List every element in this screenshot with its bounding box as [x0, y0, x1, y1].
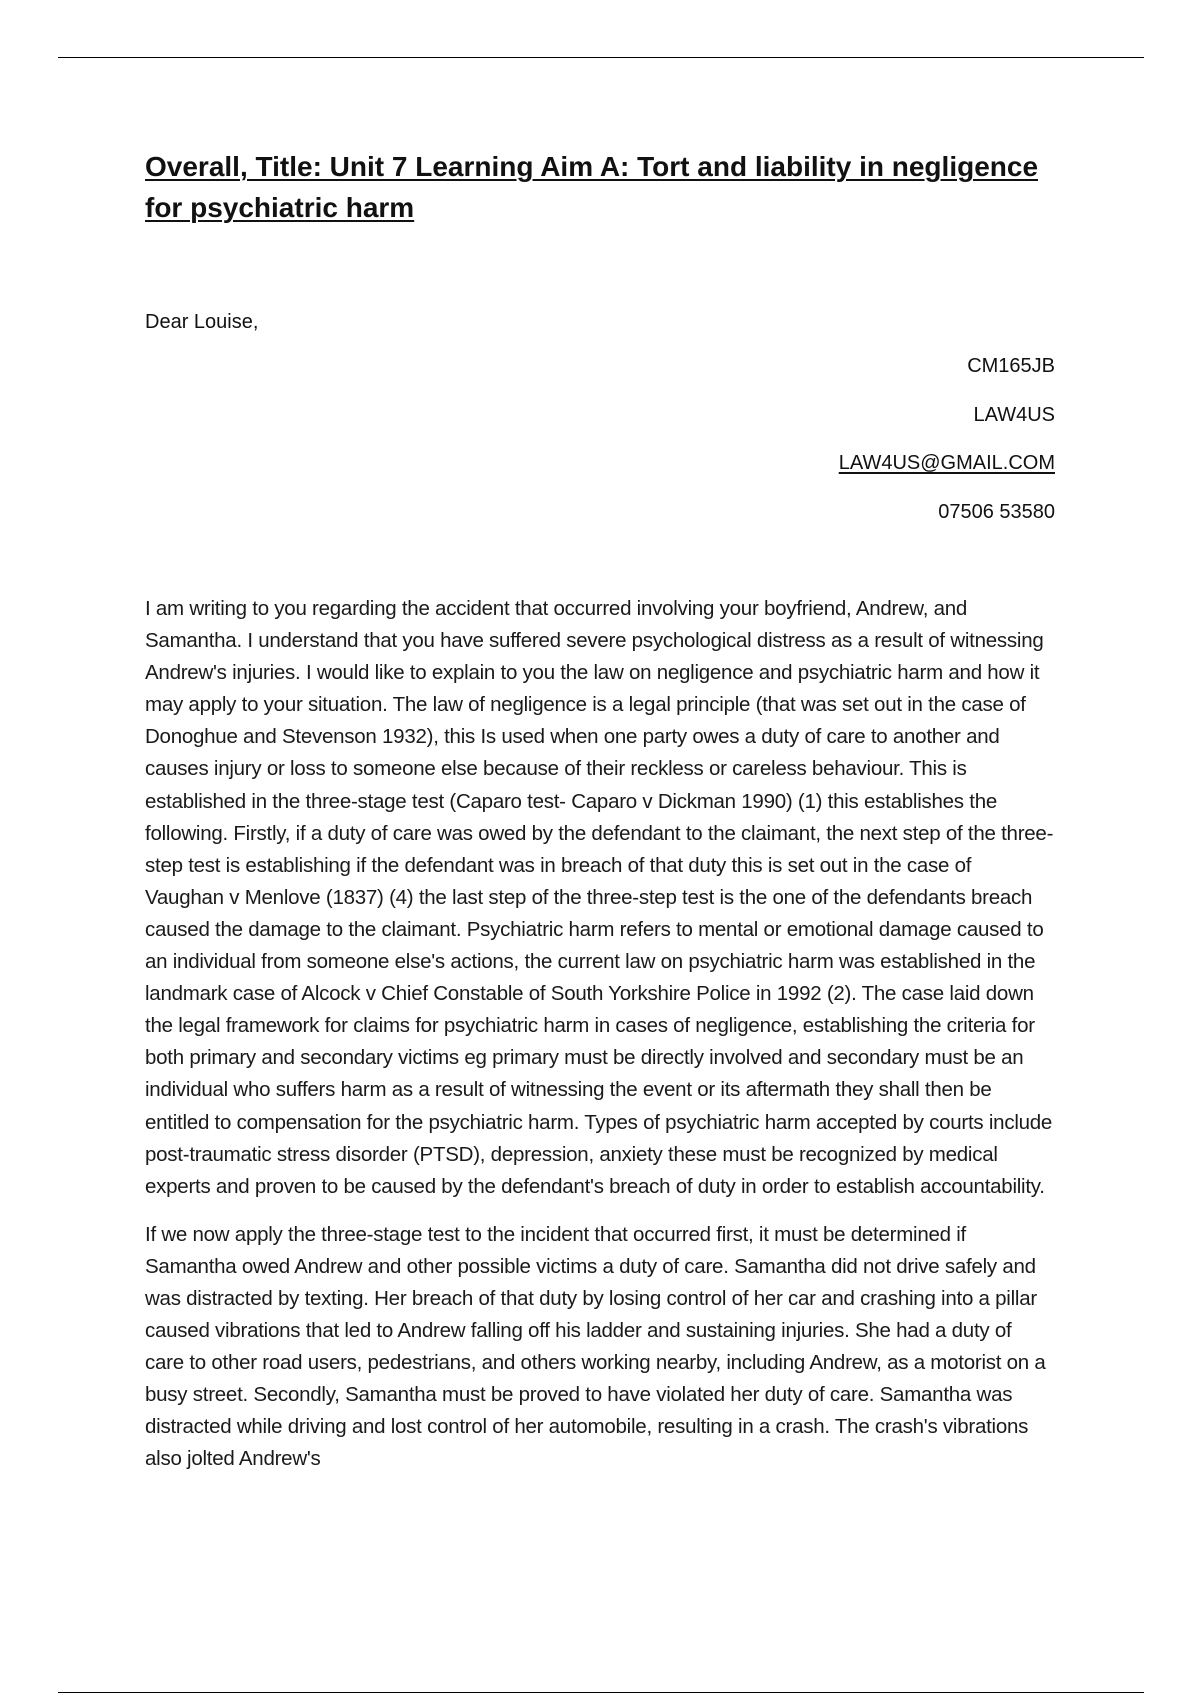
address-postcode: CM165JB: [967, 355, 1055, 377]
top-divider: [58, 57, 1144, 58]
sender-address-block: [555, 354, 1055, 548]
letter-body: [145, 593, 1055, 1492]
address-phone: 07506 53580: [938, 500, 1055, 523]
address-email-link[interactable]: LAW4US@GMAIL.COM: [838, 452, 1055, 474]
document-page: [145, 146, 1055, 1471]
salutation: Dear Louise,: [145, 311, 259, 333]
document-title: Overall, Title: Unit 7 Learning Aim A: Tort and liability in negligence for psychiatric harm: [145, 151, 1039, 223]
address-company: LAW4US: [973, 403, 1055, 426]
body-paragraph-2: If we now apply the three-stage test to the incident that occurred first, it must be determined if Samantha owed Andrew and other possible victims a duty of care. Samantha did not drive safely and was distracted by texting. Her breach of that duty by losing control of her car and crashing into a pillar caused vibrations that led to Andrew falling off his ladder and sustaining injuries. She had a duty of care to other road users, pedestrians, and others working nearby, including Andrew, as a motorist on a busy street. Secondly, Samantha must be proved to have violated her duty of care. Samantha was distracted while driving and lost control of her automobile, resulting in a crash. The crash's vibrations also jolted Andrew's: [145, 1222, 1046, 1471]
bottom-divider: [58, 1692, 1144, 1693]
body-paragraph-1: I am writing to you regarding the accident that occurred involving your boyfriend, Andrew, and Samantha. I understand that you have suffered severe psychological distress as a result of witnessing Andrew's injuries. I would like to explain to you the law on negligence and psychiatric harm and how it may apply to your situation. The law of negligence is a legal principle (that was set out in the case of Donoghue and Stevenson 1932), this Is used when one party owes a duty of care to another and causes injury or loss to someone else because of their reckless or careless behaviour. This is established in the three-stage test (Caparo test- Caparo v Dickman 1990) (1) this establishes the following. Firstly, if a duty of care was owed by the defendant to the claimant, the next step of the three-step test is establishing if the defendant was in breach of that duty this is set out in the case of Vaughan v Menlove (1837) (4) the last step of the three-step test is the one of the defendants breach caused the damage to the claimant. Psychiatric harm refers to mental or emotional damage caused to an individual from someone else's actions, the current law on psychiatric harm was established in the landmark case of Alcock v Chief Constable of South Yorkshire Police in 1992 (2). The case laid down the legal framework for claims for psychiatric harm in cases of negligence, establishing the criteria for both primary and secondary victims eg primary must be directly involved and secondary must be an individual who suffers harm as a result of witnessing the event or its aftermath they shall then be entitled to compensation for the psychiatric harm. Types of psychiatric harm accepted by courts include post-traumatic stress disorder (PTSD), depression, anxiety these must be recognized by medical experts and proven to be caused by the defendant's breach of duty in order to establish accountability.: [145, 597, 1054, 1198]
